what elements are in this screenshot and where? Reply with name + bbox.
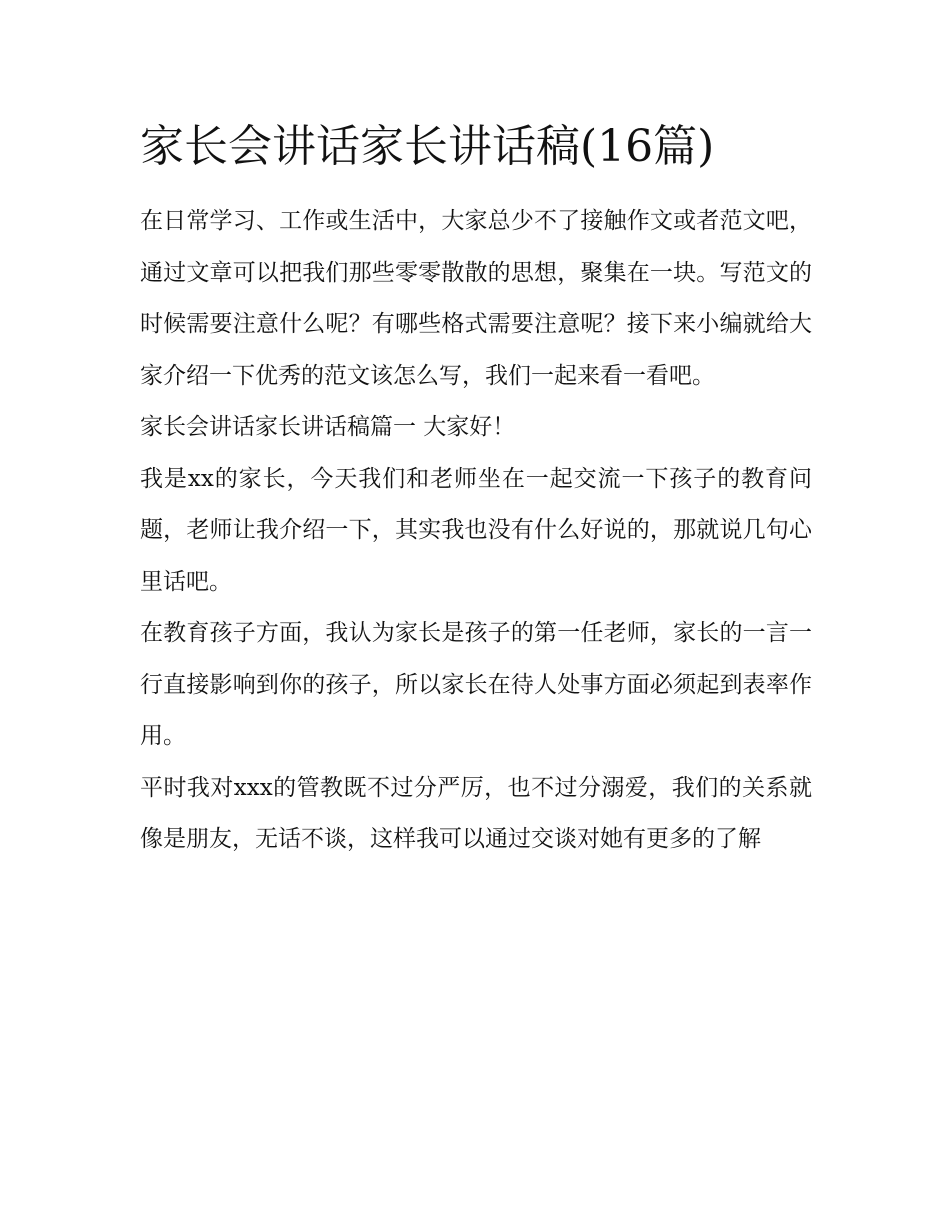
document-body <box>140 112 812 866</box>
paragraph-education-view: 在教育孩子方面，我认为家长是孩子的第一任老师，家长的一言一行直接影响到你的孩子，所以家长在待人处事方面必须起到表率作用。 <box>140 620 812 749</box>
paragraph-self-introduction: 我是xx的家长，今天我们和老师坐在一起交流一下孩子的教育问题，老师让我介绍一下，其实我也没有什么好说的，那就说几句心里话吧。 <box>140 465 812 595</box>
paragraph-parenting-style: 平时我对xxx的管教既不过分严厉，也不过分溺爱，我们的关系就像是朋友，无话不谈，这样我可以通过交谈对她有更多的了解 <box>140 774 812 852</box>
paragraph-intro: 在日常学习、工作或生活中，大家总少不了接触作文或者范文吧，通过文章可以把我们那些零零散散的思想，聚集在一块。写范文的时候需要注意什么呢？有哪些格式需要注意呢？接下来小编就给大家介绍一下优秀的范文该怎么写，我们一起来看一看吧。 <box>140 208 812 389</box>
paragraph-section-heading: 家长会讲话家长讲话稿篇一 大家好！ <box>140 414 516 440</box>
document-title: 家长会讲话家长讲话稿(16篇) <box>140 121 715 172</box>
